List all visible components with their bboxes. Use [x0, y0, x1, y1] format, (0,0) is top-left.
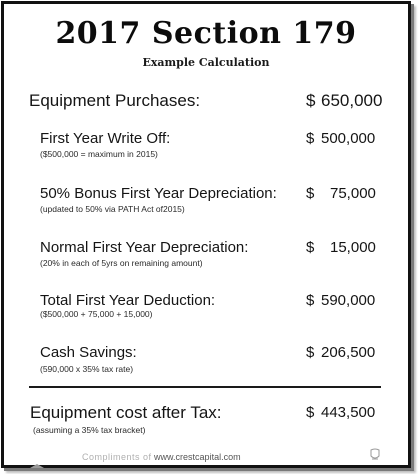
first-year-write-off-amount: 500,000	[321, 130, 376, 147]
normal-depreciation-note: (20% in each of 5yrs on remaining amount)	[40, 258, 203, 268]
normal-depreciation-label: Normal First Year Depreciation:	[40, 239, 249, 256]
bonus-depreciation-amount: 75,000	[330, 185, 376, 202]
cash-savings-label: Cash Savings:	[40, 344, 137, 361]
total-deduction-label: Total First Year Deduction:	[40, 292, 216, 309]
normal-depreciation-currency: $	[306, 239, 315, 256]
total-deduction-currency: $	[306, 292, 315, 309]
cash-savings-amount: 206,500	[321, 344, 376, 361]
equipment-purchases-currency: $	[306, 91, 316, 110]
equipment-purchases-amount: 650,000	[321, 91, 383, 110]
first-year-write-off-note: ($500,000 = maximum in 2015)	[40, 149, 158, 159]
normal-depreciation-amount: 15,000	[330, 239, 376, 256]
bonus-depreciation-label: 50% Bonus First Year Depreciation:	[40, 185, 277, 202]
cash-savings-currency: $	[306, 344, 315, 361]
page-title: 2017 Section 179	[55, 16, 357, 51]
total-deduction-note: ($500,000 + 75,000 + 15,000)	[40, 309, 153, 319]
section-179-card	[1, 1, 411, 468]
first-year-write-off-label: First Year Write Off:	[40, 130, 171, 147]
equipment-purchases-label: Equipment Purchases:	[29, 91, 201, 110]
footer-credit	[30, 452, 330, 466]
first-year-write-off-currency: $	[306, 130, 315, 147]
cost-after-tax-label: Equipment cost after Tax:	[30, 403, 222, 422]
footer-website-link[interactable]: www.crestcapital.com	[154, 452, 241, 462]
bonus-depreciation-currency: $	[306, 185, 315, 202]
footer-compliments-text: Compliments of	[82, 452, 152, 462]
cost-after-tax-currency: $	[306, 404, 315, 421]
page-subtitle: Example Calculation	[142, 56, 270, 69]
cost-after-tax-note: (assuming a 35% tax bracket)	[33, 425, 146, 435]
total-divider	[29, 386, 381, 388]
cash-savings-note: (590,000 x 35% tax rate)	[40, 364, 134, 374]
crest-emblem-icon	[368, 448, 382, 462]
bonus-depreciation-note: (updated to 50% via PATH Act of2015)	[40, 204, 185, 214]
total-deduction-amount: 590,000	[321, 292, 376, 309]
cost-after-tax-amount: 443,500	[321, 404, 376, 421]
